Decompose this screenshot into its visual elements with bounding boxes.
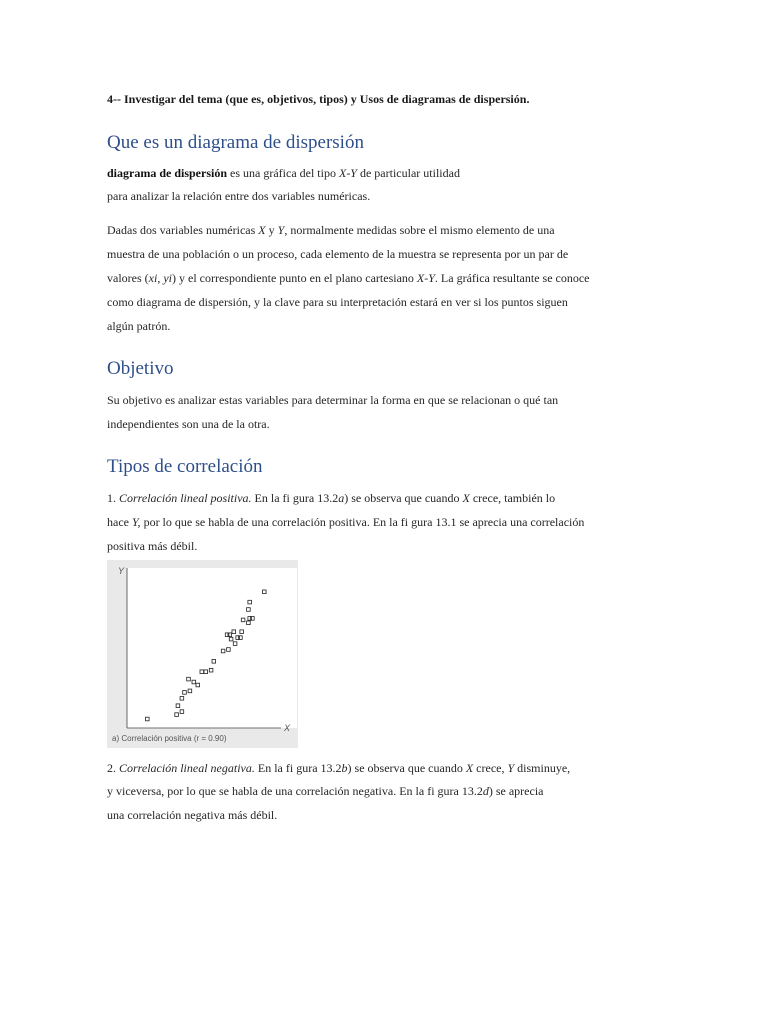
plot-area bbox=[127, 568, 297, 728]
section-heading-objetivo: Objetivo bbox=[107, 358, 174, 379]
term-bold: diagrama de dispersión bbox=[107, 166, 228, 180]
definition-line-2: para analizar la relación entre dos variables numéricas. bbox=[107, 189, 371, 203]
paragraph-line: Su objetivo es analizar estas variables para determinar la forma en que se relacionan o qué tan bbox=[107, 393, 559, 407]
paragraph-line: independientes son una de la otra. bbox=[107, 417, 270, 431]
y-axis-label: Y bbox=[118, 566, 125, 576]
paragraph-line: muestra de una población o un proceso, cada elemento de la muestra se representa por un par de bbox=[107, 247, 569, 261]
scatter-figure bbox=[107, 560, 298, 748]
paragraph-line: como diagrama de dispersión, y la clave para su interpretación estará en ver si los puntos siguen bbox=[107, 295, 568, 309]
paragraph-line: valores (xi, yi) y el correspondiente punto en el plano cartesiano X-Y. La gráfica resultante se conoce bbox=[107, 271, 590, 285]
paragraph-line: Dadas dos variables numéricas X y Y, normalmente medidas sobre el mismo elemento de una bbox=[107, 223, 555, 237]
definition-line-1: diagrama de dispersión es una gráfica del tipo X-Y de particular utilidad bbox=[107, 166, 460, 180]
list-item-line: 1. Correlación lineal positiva. En la fi gura 13.2a) se observa que cuando X crece, también lo bbox=[107, 491, 556, 505]
list-item-line: hace Y, por lo que se habla de una correlación positiva. En la fi gura 13.1 se aprecia una correlación bbox=[107, 515, 585, 529]
list-item-line: positiva más débil. bbox=[107, 539, 198, 553]
list-item-line: una correlación negativa más débil. bbox=[107, 808, 278, 822]
paragraph-line: algún patrón. bbox=[107, 319, 171, 333]
list-item-line: y viceversa, por lo que se habla de una correlación negativa. En la fi gura 13.2d) se aprecia bbox=[107, 784, 544, 798]
list-item-line: 2. Correlación lineal negativa. En la fi gura 13.2b) se observa que cuando X crece, Y disminuye, bbox=[107, 761, 571, 775]
section-heading-tipos: Tipos de correlación bbox=[107, 456, 263, 477]
section-heading-que-es: Que es un diagrama de dispersión bbox=[107, 132, 364, 153]
x-axis-label: X bbox=[284, 723, 291, 733]
scatter-plot bbox=[107, 560, 298, 748]
figure-caption: a) Correlación positiva (r = 0.90) bbox=[112, 734, 227, 743]
question-heading: 4-- Investigar del tema (que es, objetivos, tipos) y Usos de diagramas de dispersión. bbox=[107, 92, 530, 106]
